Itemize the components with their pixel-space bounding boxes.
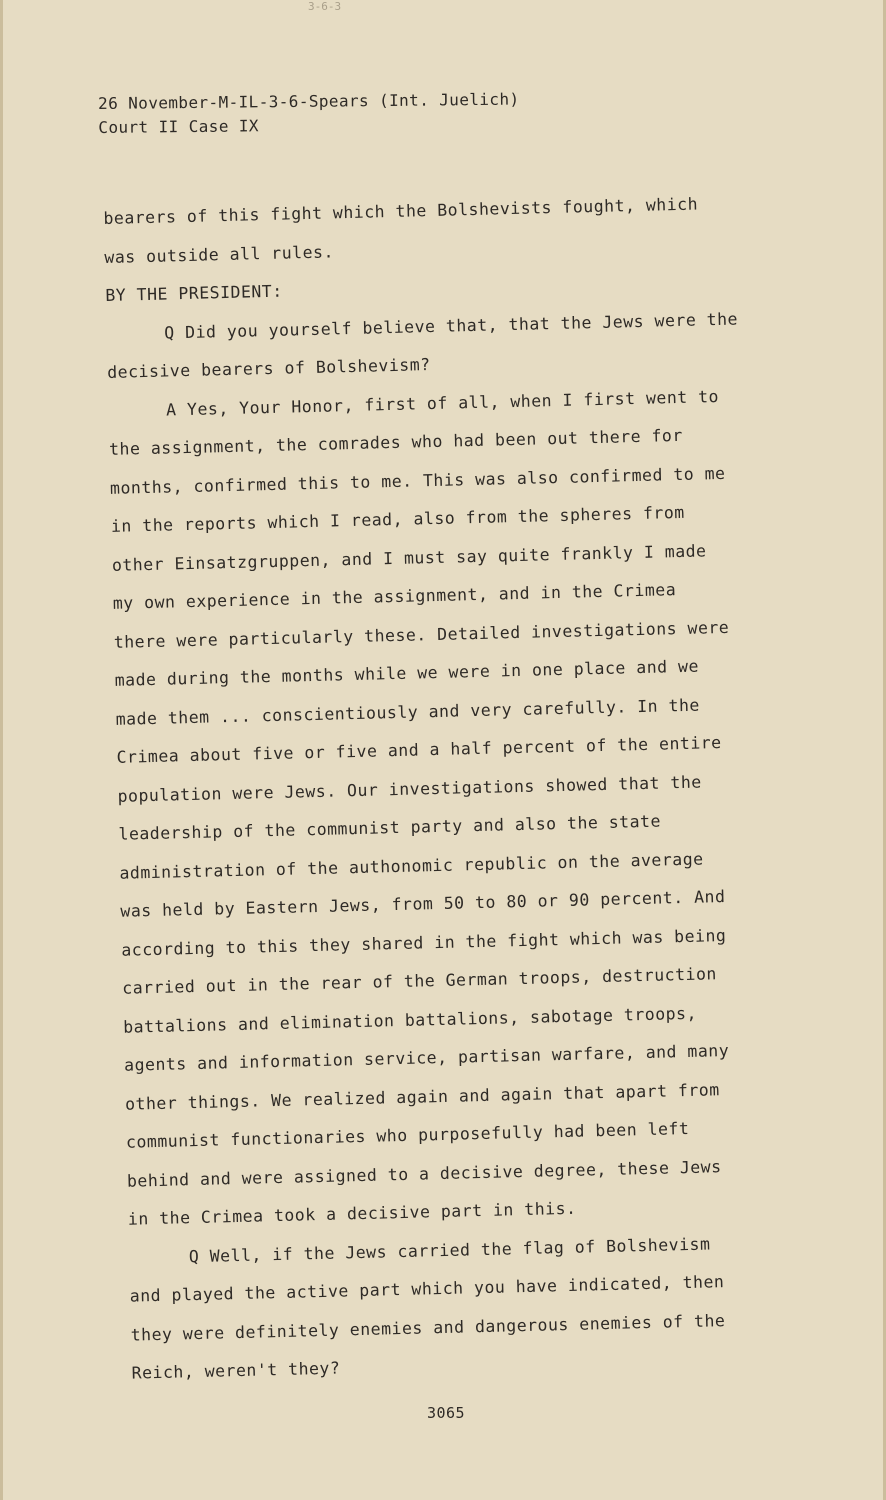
- text-line: and played the active part which you have indicated, then: [129, 1272, 725, 1306]
- text-line: communist functionaries who purposefully had been left: [125, 1118, 690, 1152]
- text-line: agents and information service, partisan warfare, and many: [123, 1040, 730, 1075]
- text-line: battalions and elimination battalions, sabotage troops,: [122, 1003, 698, 1037]
- text-line: made during the months while we were in one place and we: [114, 656, 700, 690]
- text-line: population were Jews. Our investigations showed that the: [117, 772, 702, 806]
- text-line: in the reports which I read, also from the spheres from: [110, 502, 685, 536]
- text-line: behind and were assigned to a decisive degree, these Jews: [126, 1156, 722, 1191]
- text-line: was outside all rules.: [104, 241, 335, 267]
- question-line: Q Did you yourself believe that, that the Jews were the: [164, 309, 739, 343]
- text-line: made them ... conscientiously and very carefully. In the: [115, 695, 701, 729]
- text-line: leadership of the communist party and also the state: [118, 811, 662, 844]
- text-line: bearers of this fight which the Bolshevists fought, which: [103, 194, 699, 228]
- text-line: other things. We realized again and again that apart from: [124, 1079, 720, 1114]
- page-number: 3065: [426, 1404, 466, 1422]
- text-line: Crimea about five or five and a half percent of the entire: [116, 733, 722, 767]
- text-line: the assignment, the comrades who had been out there for: [108, 425, 684, 459]
- text-line: they were definitely enemies and dangerous enemies of the: [130, 1310, 726, 1345]
- text-line: carried out in the rear of the German troops, destruction: [122, 964, 718, 998]
- speaker-heading: BY THE PRESIDENT:: [105, 281, 283, 305]
- top-mark: 3-6-3: [308, 0, 342, 13]
- document-header: [98, 88, 520, 140]
- text-line: in the Crimea took a decisive part in this.: [127, 1198, 577, 1229]
- text-line: was held by Eastern Jews, from 50 to 80 or 90 percent. And: [120, 887, 726, 921]
- text-line: other Einsatzgruppen, and I must say quite frankly I made: [111, 540, 707, 575]
- transcript-body: [103, 183, 832, 1393]
- question-line: Q Well, if the Jews carried the flag of Bolshevism: [188, 1233, 711, 1266]
- answer-line: A Yes, Your Honor, first of all, when I first went to: [165, 386, 720, 420]
- text-line: there were particularly these. Detailed investigations were: [113, 617, 730, 652]
- text-line: decisive bearers of Bolshevism?: [106, 355, 431, 382]
- text-line: months, confirmed this to me. This was also confirmed to me: [109, 463, 726, 498]
- header-line-2: Court II Case IX: [98, 116, 259, 137]
- header-line-1: 26 November-M-IL-3-6-Spears (Int. Juelich): [98, 89, 520, 113]
- text-line: according to this they shared in the fight which was being: [121, 925, 727, 960]
- text-line: Reich, weren't they?: [131, 1358, 341, 1383]
- text-line: administration of the authonomic republic on the average: [119, 849, 704, 883]
- text-line: my own experience in the assignment, and in the Crimea: [112, 580, 677, 613]
